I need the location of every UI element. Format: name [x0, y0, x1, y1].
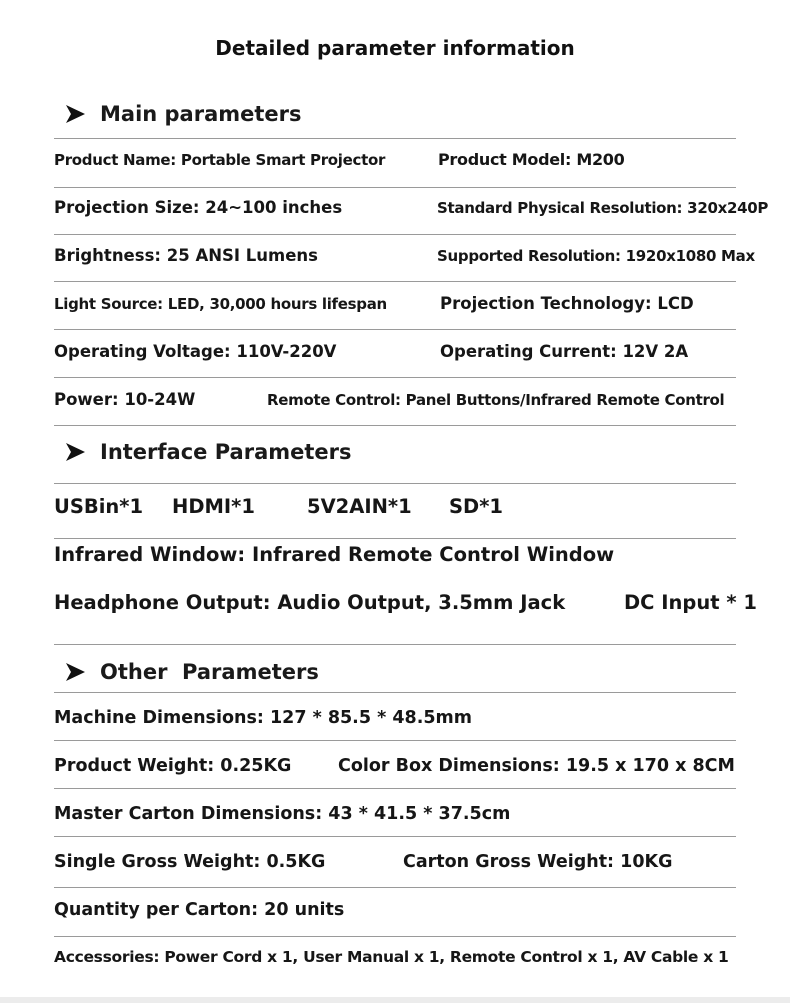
divider — [54, 887, 736, 888]
page-bottom-band — [0, 997, 790, 1003]
spec-power: Power: 10-24W — [54, 390, 196, 409]
spec-projection-size: Projection Size: 24~100 inches — [54, 198, 343, 217]
divider — [54, 281, 736, 282]
spec-carton-gross-weight: Carton Gross Weight: 10KG — [403, 852, 673, 872]
page-title: Detailed parameter information — [215, 36, 575, 60]
section-heading-other — [64, 656, 319, 688]
spec-master-carton-dimensions: Master Carton Dimensions: 43 * 41.5 * 37.5cm — [54, 804, 511, 824]
spec-single-gross-weight: Single Gross Weight: 0.5KG — [54, 852, 326, 872]
spec-product-weight: Product Weight: 0.25KG — [54, 756, 292, 776]
divider — [54, 377, 736, 378]
divider — [54, 329, 736, 330]
spec-product-model: Product Model: M200 — [438, 150, 625, 169]
spec-machine-dimensions: Machine Dimensions: 127 * 85.5 * 48.5mm — [54, 708, 472, 728]
section-heading-interface — [64, 436, 352, 468]
arrow-right-icon — [64, 442, 86, 462]
divider — [54, 138, 736, 139]
spec-color-box-dimensions: Color Box Dimensions: 19.5 x 170 x 8CM — [338, 756, 735, 776]
divider — [54, 483, 736, 484]
spec-remote-control: Remote Control: Panel Buttons/Infrared Remote Control — [267, 391, 725, 409]
divider — [54, 740, 736, 741]
divider — [54, 692, 736, 693]
divider — [54, 425, 736, 426]
spec-headphone-output: Headphone Output: Audio Output, 3.5mm Jack — [54, 591, 566, 614]
divider — [54, 234, 736, 235]
section-heading-label: Main parameters — [100, 102, 302, 126]
spec-operating-current: Operating Current: 12V 2A — [440, 342, 689, 361]
spec-light-source: Light Source: LED, 30,000 hours lifespan — [54, 295, 387, 313]
port-dc-5v2a: 5V2AIN*1 — [307, 495, 412, 518]
section-heading-label: Other Parameters — [100, 660, 319, 684]
port-sd: SD*1 — [449, 495, 503, 518]
spec-supported-resolution: Supported Resolution: 1920x1080 Max — [437, 247, 755, 265]
divider — [54, 936, 736, 937]
divider — [54, 836, 736, 837]
arrow-right-icon — [64, 104, 86, 124]
divider — [54, 788, 736, 789]
divider — [54, 644, 736, 645]
spec-quantity-per-carton: Quantity per Carton: 20 units — [54, 900, 345, 920]
spec-product-name: Product Name: Portable Smart Projector — [54, 151, 386, 169]
spec-physical-resolution: Standard Physical Resolution: 320x240P — [437, 199, 769, 217]
spec-accessories: Accessories: Power Cord x 1, User Manual x 1, Remote Control x 1, AV Cable x 1 — [54, 948, 729, 966]
divider — [54, 187, 736, 188]
spec-brightness: Brightness: 25 ANSI Lumens — [54, 246, 318, 265]
port-usb: USBin*1 — [54, 495, 144, 518]
spec-operating-voltage: Operating Voltage: 110V-220V — [54, 342, 337, 361]
section-heading-main — [64, 98, 302, 130]
arrow-right-icon — [64, 662, 86, 682]
spec-dc-input: DC Input * 1 — [624, 591, 757, 614]
spec-projection-technology: Projection Technology: LCD — [440, 294, 694, 313]
port-hdmi: HDMI*1 — [172, 495, 255, 518]
section-heading-label: Interface Parameters — [100, 440, 352, 464]
spec-infrared-window: Infrared Window: Infrared Remote Control Window — [54, 543, 615, 566]
